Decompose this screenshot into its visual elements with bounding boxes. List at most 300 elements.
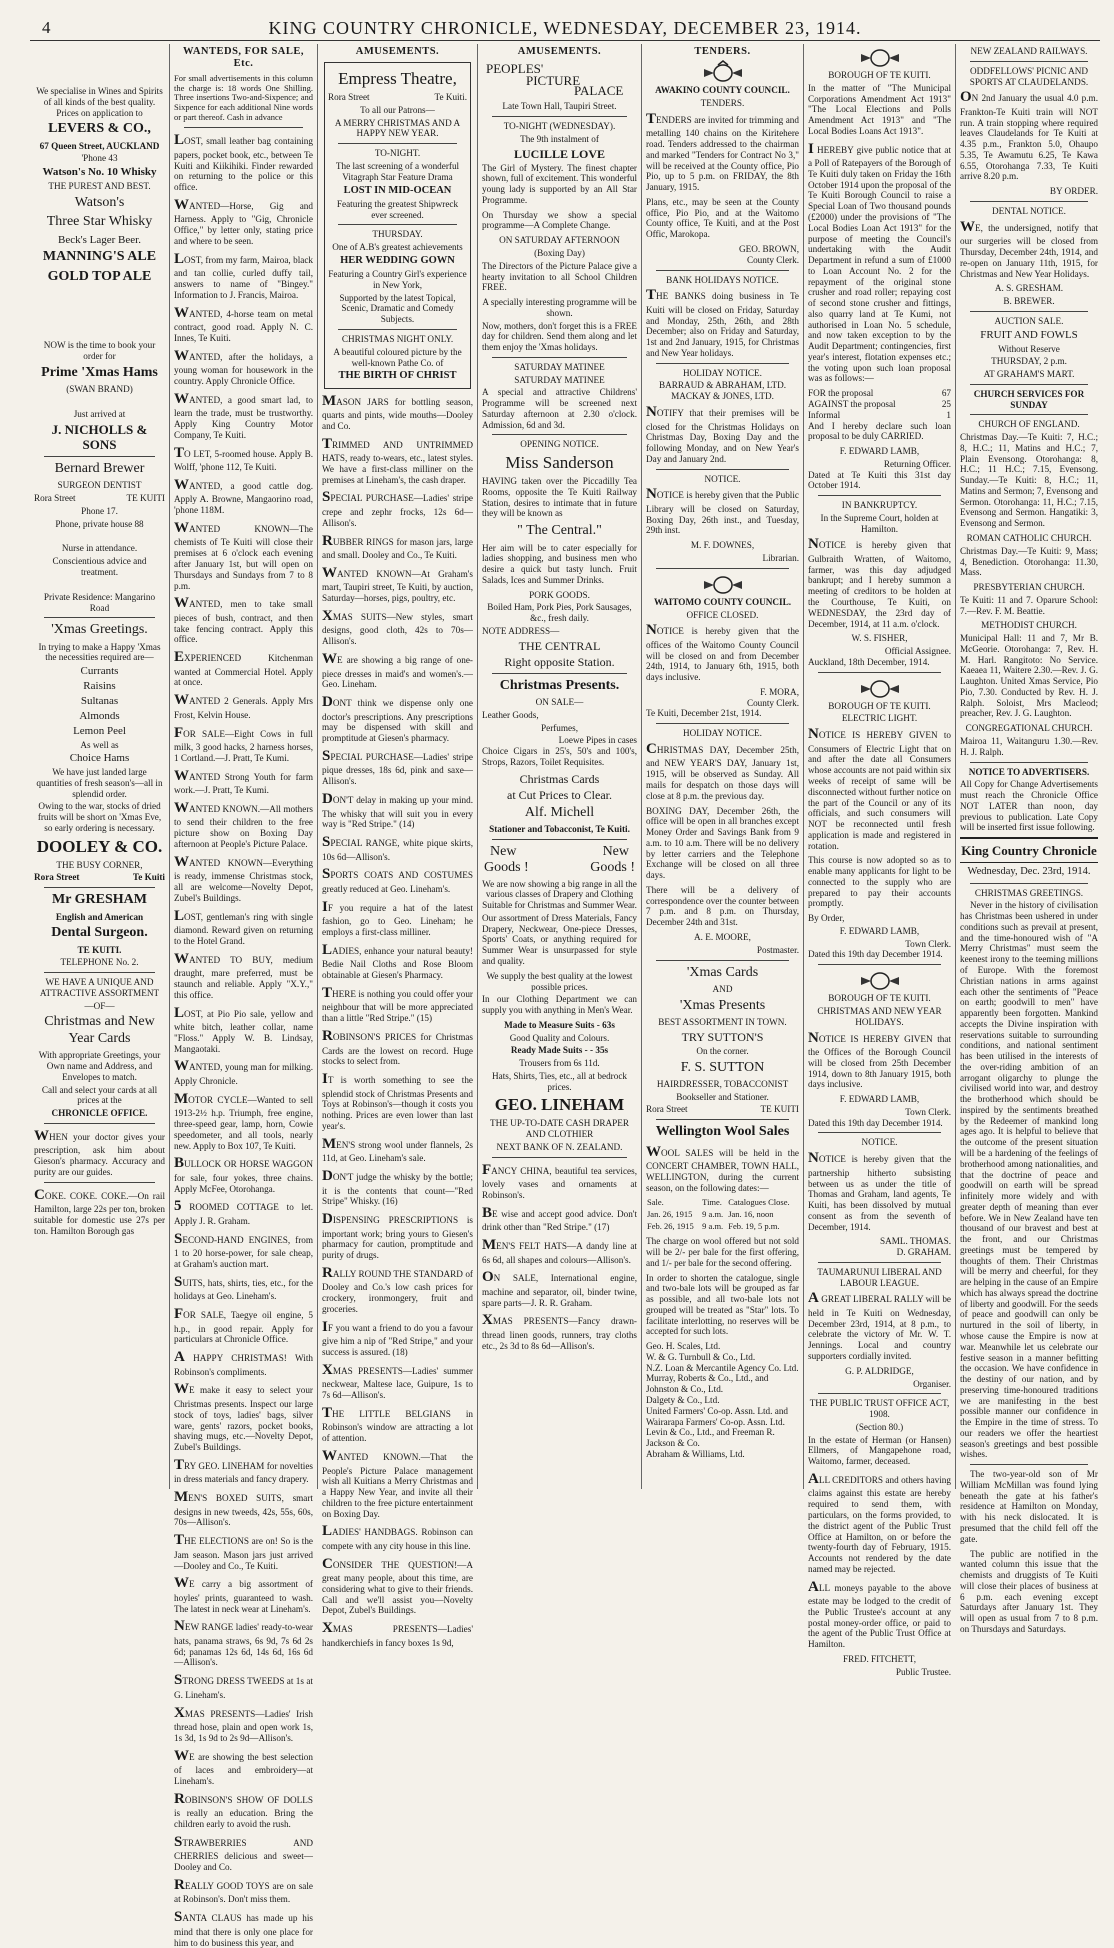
of-label: —OF— [84,1000,115,1011]
xmas-holidays-heading: CHRISTMAS AND NEW YEAR HOLIDAYS. [817,1006,942,1027]
page-number: 4 [42,18,51,37]
classified-ad: THE ELECTIONS are on! So is the Jam season. Mason jars just arrived—Dooley and Co., Te Kuiti. [174,1532,313,1571]
classified-ad: WE carry a big assortment of hoyles' prints, guaranteed to wash. The latest in neck wear at Lineham's. [174,1575,313,1614]
lucille-love: LUCILLE LOVE [513,146,606,161]
levers-intro: We specialise in Wines and Spirits of all kinds of the best quality. Prices on application to [36,86,163,118]
brewer-nurse: Nurse in attendance. [61,543,138,554]
divider [970,1464,1088,1465]
vote-informal-label: Informal [808,409,841,420]
liberal-rally: A GREAT LIBERAL RALLY will be held in Te Kuiti on Wednesday, December 23rd, 1914, at 8 p.m., to celebrate the victory of Mr. W. T. Jennings. Local and country supporters cordially invited. [808,1290,951,1362]
tenders-heading: TENDERS. [694,46,751,57]
postmaster: Postmaster. [756,944,799,955]
trousers: Trousers from 6s 11d. [519,1058,600,1069]
brewer-phone: Phone 17. [81,505,118,516]
item-as-well-as: As well as [80,739,119,750]
item-almonds: Almonds [79,709,120,722]
wool-firm: Murray, Roberts & Co., Ltd., and Johnston & Co., Ltd. [646,1373,769,1395]
classified-ad: WANTED KNOWN—The chemists of Te Kuiti will close their premises at 6 o'clock each evening after January 1st, but will open on Thursdays and Sundays from 7 to 8 p.m. [174,519,313,591]
classified-ad: LOST, gentleman's ring with single diamond. Reward given on returning to the Hotel Grand. [174,907,313,946]
mannings-ale: MANNING'S ALE [42,249,157,265]
classified-ad: SPECIAL PURCHASE—Ladies' stripe crepe and zephr frocks, 12s 6d—Allison's. [322,489,473,528]
table-row [646,1221,799,1233]
divider [492,116,627,117]
thursday: THURSDAY. [372,229,423,240]
classified-ad: LOST, at Pio Pio sale, yellow and white bitch, leather collar, name "Floss." Apply W. B. Lindsay, Mangaotaki. [174,1004,313,1054]
table-cell: Jan. 16, noon [728,1209,774,1220]
dental-notice: DENTAL NOTICE. [992,205,1066,216]
editorial-header [960,837,1098,863]
electric-dated: Dated this 19th day December 1914. [808,949,943,960]
classified-ad: TRY GEO. LINEHAM for novelties in dress materials and fancy drapery. [174,1456,313,1485]
classified-ad: WANTED 2 Generals. Apply Mrs Frost, Kelvin House. [174,692,313,720]
note-address: NOTE ADDRESS— [482,625,560,636]
gresham-telephone: TELEPHONE No. 2. [60,957,139,968]
item-lemon-peel: Lemon Peel [73,724,126,737]
levers-address: 67 Queen Street, AUCKLAND [39,140,160,151]
classified-ad: THE LITTLE BELGIANS in Robinson's window are attracting a lot of attention. [322,1404,473,1444]
classified-ad: NEW RANGE ladies' ready-to-wear hats, panama straws, 6s 9d, 7s 6d 2s 6d; panamas 12s 6d, 14s 6d, 16s 6d—Allison's. [174,1618,313,1668]
watsons-no10: Watson's No. 10 Whisky [42,166,157,179]
the-central-quote: " The Central." [517,523,602,539]
thursday-programme: On Thursday we show a special programme—A Complete Change. [482,209,637,231]
new-word: New [490,843,517,859]
divider [656,270,789,271]
oddfellows-picnic: ODDFELLOWS' PICNIC AND SPORTS AT CLAUDELANDS. [969,65,1089,87]
now-mothers: Now, mothers, don't forget this is a FREE day for children. Send them along and let them enjoy the 'Xmas holidays. [482,320,637,353]
wool-charge: The charge on wool offered but not sold will be 2/- per bale for the first offering, and 1/- per bale for the second offering. [646,1236,799,1268]
wool-firm: W. & G. Turnbull & Co., Ltd. [646,1351,756,1362]
notice-heading: NOTICE. [861,1137,898,1148]
classified-ad: FANCY CHINA, beautiful tea services, lovely vases and ornaments at Robinson's. [482,1161,637,1200]
loan-poll-text: I HEREBY give public notice that at a Poll of Ratepayers of the Borough of Te Kuiti duly taken on Friday the 16th October 1914 upon the proposal of the Te Kuiti Borough Council to raise a Special Loan of Two thousand pounds (£2000) under the provisions of "The Local Bodies Loan Act 1913" for the purpose of meeting the Council's undertaking with the Audit Department in refund a sum of £1000 to Loan Account No. 2 for the repayment of the original stone crusher and road roller; repaying cost of second stone crusher and fittings, also quarry land at Te Kumi, not authorised in Loan No. 5 schedule, and now taken exception to by the Audit Department; contingencies, first year's interest, flotation expenses etc.; the voting upon such loan proposal was as follows:— [808,140,951,384]
thomas-signature: SAML. THOMAS. [879,1236,951,1247]
table-cell: Feb. 26, 1915 [647,1221,694,1232]
on-the-corner: On the corner. [696,1045,749,1056]
brewer-advice: Conscientious advice and treatment. [52,556,147,577]
now-showing: We are now showing a big range in all the various classes of Drapery and Clothing Suitable for Christmas and Summer Wear. [482,878,637,911]
wool-sales-text: WOOL SALES will be held in the CONCERT CHAMBER, TOWN HALL, WELLINGTON, during the current season, on the following dates:— [646,1143,799,1193]
column-4 [478,44,642,1489]
vote-against-row [808,399,951,410]
divider [656,960,789,961]
holiday-notice: HOLIDAY NOTICE. [683,728,762,739]
merry-christmas: A MERRY CHRISTMAS AND A HAPPY NEW YEAR. [334,117,461,139]
tenders-text: TENDERS are invited for trimming and metalling 140 chains on the Kiritehere road. Tenders addressed to the chairman and marked "Tenders for Contract No 3," will be received at the County office, Pio Pio, up to 5 p.m. on FRIDAY, the 8th January, 1915. [646,110,799,193]
wool-firm: Levin & Co., Ltd., and Freeman R. Jackson & Co. [646,1427,775,1449]
dooley-street: Rora Street [34,872,80,883]
classified-ad: DISPENSING PRESCRIPTIONS is important work; bring yours to Giesen's pharmacy for caution, promptitude and purity of drugs. [322,1211,473,1261]
classified-ad: WANTED KNOWN—Everything is ready, immense Christmas stock, all are welcome—Novelty Depot, Zubel's Buildings. [174,853,313,903]
nicholls-sons: J. NICHOLLS & SONS [51,421,148,452]
dental-surgeon: Dental Surgeon. [51,925,148,941]
church-of-england: CHURCH OF ENGLAND. [978,419,1080,430]
moore: A. E. MOORE, [694,931,751,942]
classified-ad: FOR SALE, Taegye oil engine, 5 h.p., in good repair. Apply for particulars at Chronicle Office. [174,1306,313,1345]
methodist: METHODIST CHURCH. [981,620,1077,631]
classified-ad: ROBINSON'S PRICES for Christmas Cards are the lowest on record. Huge stocks to select from. [322,1027,473,1067]
table-cell: Time. [702,1197,722,1208]
saturday-matinee: SATURDAY MATINEE [514,374,605,385]
classified-ad: SPECIAL PURCHASE—Ladies' stripe pique dresses, 18s 6d, pink and saxe—Allison's. [322,747,473,787]
column-5 [642,44,804,1489]
next-bank: NEXT BANK OF N. ZEALAND. [496,1141,623,1152]
dooley-address [34,872,165,883]
just-arrived: Just arrived at [73,408,126,419]
table-cell: Feb. 19, 5 p.m. [728,1221,780,1232]
item-raisins: Raisins [83,680,116,693]
opening-notice: OPENING NOTICE. [520,439,599,450]
notify-text: NOTIFY that their premises will be closed for the Christmas Holidays on Christmas Day, Boxing Day and the following Monday, and on New Year's Day and January 2nd. [646,403,799,464]
delivery-notice: There will be a delivery of correspondence over the counter between 7 p.m. and 8 p.m. on Thursday, December 24th and 31st. [646,884,799,928]
vote-for-row [808,388,951,399]
brewer-town: TE KUITI [126,493,165,504]
classified-ad: BE wise and accept good advice. Don't drink other than "Red Stripe." (17) [482,1204,637,1233]
organiser: Organiser. [913,1378,951,1389]
town-clerk: Town Clerk. [905,938,951,949]
classified-ad: MEN'S strong wool under flannels, 2s 11d, at Geo. Lineham's sale. [322,1135,473,1164]
divider [338,329,457,330]
divider [970,883,1088,884]
brewer-signature: B. BREWER. [1003,296,1055,307]
wanteds-heading: WANTEDS, FOR SALE, Etc. [182,46,305,70]
graham-signature: D. GRAHAM. [896,1247,951,1258]
classified-ad: THERE is nothing you could offer your neighbour that will be more appreciated than a little "Red Stripe." (15) [322,984,473,1024]
cards-call: Call and select your cards at all prices at the [41,1084,158,1106]
stationer-tobacconist: Stationer and Tobacconist, Te Kuiti. [489,824,630,835]
returning-officer: Returning Officer. [883,458,951,469]
column-7 [956,44,1102,1634]
prime-hams: Prime 'Xmas Hams [41,364,158,380]
vote-informal-count: 1 [946,409,951,420]
coat-of-arms-icon [700,573,746,595]
coat-of-arms-icon [857,677,903,699]
divider [818,672,941,673]
divider [44,887,155,888]
coat-of-arms-icon [857,969,903,991]
table-cell: 9 a.m. [702,1209,724,1220]
picnic-train-text: ON 2nd January the usual 4.0 p.m. Frankton-Te Kuiti train will NOT run. A train stopping where required leaves Claudelands for Te Kuiti at 4.35 p.m., Frankton 5.0, Ohaupo 5.35, Te Awamutu 6.25, Te Kawa 6.55, Otorohanga 7.33, Te Kuiti arrive 8.20 p.m. [960,89,1098,182]
empress-town: Te Kuiti. [434,92,467,103]
boxing-day: (Boxing Day) [534,247,585,258]
news-chemists: The public are notified in the wanted column this issue that the chemists and druggists of Te Kuiti will close their places of business at 6 p.m. each evening except Saturdays after January 1st. They will open as usual from 7 to 8 p.m. on Thursdays and Saturdays. [960,1548,1098,1634]
electric-course: This course is now adopted so as to enable many applicants for light to be connected to the supply who are prepared to pay their accounts promptly. [808,855,951,909]
owing-war-text: Owing to the war, stocks of dried fruits will be short on 'Xmas Eve, so early ordering is necessary. [37,801,162,833]
boxing-day-notice: BOXING DAY, December 26th, the office will be open in all branches except Money Order and Savings Bank from 9 a.m. to 10 a.m. There will be no delivery by letter carriers and the Telephone Exchange will be closed on all three days. [646,805,799,881]
best-quality: We supply the best quality at the lowest possible prices. [486,970,633,992]
dental-notice-text: WE, the undersigned, notify that our surgeries will be closed from Thursday, December 24th, 1914, and re-open on January 11th, 1915, for Christmas and New Year Holidays. [960,218,1098,279]
right-opposite-station: Right opposite Station. [504,654,615,669]
brewer-name: Bernard Brewer [54,461,145,477]
gold-top-ale: GOLD TOP ALE [47,268,152,284]
divider [970,201,1088,202]
thursday-time: THURSDAY, 2 p.m. [991,356,1067,367]
column-1 [30,44,170,1489]
classified-ad: DON'T delay in making up your mind. The whisky that will suit you in every way is "Red Stripe." (14) [322,791,473,830]
classified-ad: WE are showing the best selection of laces and embroidery—at Lineham's. [174,1747,313,1786]
loewe-pipes: Loewe Pipes in cases [558,735,637,746]
purest-best: THE PUREST AND BEST. [48,181,151,192]
wool-firm: Geo. H. Scales, Ltd. [646,1341,721,1352]
newspaper-title: KING COUNTRY CHRONICLE, WEDNESDAY, DECEMBER 23, 1914. [268,18,862,38]
levers-phone: 'Phone 43 [81,153,118,164]
without-reserve: Without Reserve [998,343,1060,354]
featuring-country-girl: Featuring a Country Girl's experience in New York, [328,269,467,290]
saturday-matinee: SATURDAY MATINEE [514,361,605,372]
classified-ad: WE are showing a big range of one-piece dresses in maid's and women's.—Geo. Lineham. [322,651,473,690]
new-goods-row-1 [482,844,637,860]
the-central: THE CENTRAL [518,638,601,653]
goods-word: Goods ! [590,860,635,876]
classified-ad: XMAS PRESENTS—Ladies' Irish thread hose, plain and open work 1s, 1s 3d, 1s 9d to 2s 9d—Allison's. [174,1704,313,1743]
classified-ad: XMAS PRESENTS—Fancy drawn-thread linen goods, runners, tray cloths etc., 2s 3d to 8s 6d—Allison's. [482,1312,637,1351]
classified-ad: STRONG DRESS TWEEDS at 1s at G. Lineham's. [174,1672,313,1700]
coat-of-arms-icon [857,46,903,68]
classified-ad: RALLY ROUND THE STANDARD of Dooley and Co.'s low cash prices for crockery, ironmongery, fruit and groceries. [322,1264,473,1314]
divider [492,434,627,435]
peoples-word: PEOPLES' [486,61,544,77]
bank-holidays: BANK HOLIDAYS NOTICE. [666,274,779,285]
official-assignee: Official Assignee. [884,646,951,657]
divider [492,1157,627,1158]
town-clerk: Town Clerk. [905,1106,951,1117]
bankruptcy-text: NOTICE is hereby given that Gulbraith Wratten, of Waitomo, farmer, was this day adjudged bankrupt; and I hereby summon a meeting of creditors to be holden at the Courthouse, Te Kuiti, on WEDNESDAY, the 23rd day of December, 1914, at 11 a.m. o'clock. [808,536,951,629]
county-clerk: County Clerk. [746,697,799,708]
miss-sanderson: Miss Sanderson [505,453,614,473]
f-s-sutton: F. S. SUTTON [680,1059,765,1075]
lamb-signature: F. EDWARD LAMB, [839,925,920,936]
librarian: Librarian. [762,552,799,563]
classified-ad: WANTED TO BUY, medium draught, mare preferred, must be staunch and reliable. Apply "X.Y.," this office. [174,950,313,1000]
partnership-text: NOTICE is hereby given that the partnership hitherto subsisting between us as under the title of Thomas and Graham, land agents, Te Kuiti, has been dissolved by mutual consent as from the seventh of December, 1914. [808,1150,951,1232]
classified-ad: XMAS PRESENTS—Ladies' handkerchiefs in fancy boxes 1s 9d, [322,1620,473,1648]
classified-ad: MEN'S FELT HATS—A dandy line at 6s 6d, all shapes and colours—Allison's. [482,1236,637,1265]
library-notice: NOTICE is hereby given that the Public Library will be closed on Saturday, Boxing Day, 26th inst., and Tuesday, 29th inst. [646,486,799,536]
wellington-wool-sales: Wellington Wool Sales [655,1124,790,1140]
choice-cigars: Choice Cigars in 25's, 50's and 100's, Strops, Razors, Toilet Requisites. [482,746,637,767]
on-sale: ON SALE— [535,697,584,708]
table-cell: Catalogues Close. [728,1197,790,1208]
dated-mora: Te Kuiti, December 21st, 1914. [646,708,762,719]
her-wedding-gown: HER WEDDING GOWN [340,254,455,266]
classified-ad: RUBBER RINGS for mason jars, large and small. Dooley and Co., Te Kuiti. [322,532,473,561]
divider [492,673,627,674]
editorial-greetings: Never in the history of civilisation has Christmas been ushered in under conditions such as prevail at present, and the time-honoured wish of "A Merry Christmas" must seem the keenest irony to the teeming millions of Europe. With the foremost Christian nations in arms against each other the sentiments of "Peace on earth; goodwill to men" have apparently been forgotten. Mankind accepts the Divine inspiration with reservations suitable to surrounding conditions, and national sentiment has been utilised in the interests of the over-riding ambition of an arrogant oligarchy to plunge the civilised world into war, and destroy the brotherhood which should be inspired by the sentiments breathed by the Redeemer of mankind long ages ago. It is helpful to believe that the outcome of the present situation will be a hardening of the feelings of brotherhood among nationalities, and that the doctrine of peace and goodwill on earth will be spread infinitely more widely and with greater depth of meaning than ever before. We in New Zealand have ten thousand of our bravest and best at the front, and our Christmas greetings must be tempered by thoughts of them. Their Christmas will be merry and cheerful, for they are helping in the cause of an Empire which has always spread the doctrine of liberty and goodwill. For the seeds of peace and goodwill can only be nurtured in the soil of liberty, in whose cause the Empire is now at war. Meanwhile let us celebrate our festive season in a manner befitting the occasion. We have confidence in the destiny of our nation, and by preserving time-honoured traditions we are manifesting in the best possible manner our confidence in the Empire in the time of stress. To our readers we offer the heartiest season's greetings and best possible wishes. [960,900,1098,1460]
news-mcmillan: The two-year-old son of Mr William McMillan was found lying beneath the gate at his father's residence at Hamilton on Monday, with his neck dislocated. It is presumed that the child fell off the gate. [960,1469,1098,1544]
lamb-signature: F. EDWARD LAMB, [839,1094,920,1105]
classified-ad: IT is worth something to see the splendid stock of Christmas Presents and Toys at Robinson's—though it costs you nothing. Prices are even lower than last year's. [322,1071,473,1131]
notice-advertisers: NOTICE TO ADVERTISERS. [968,766,1090,777]
wanteds-charge-note: For small advertisements in this column the charge is: 18 words One Shilling. Three insertions Two-and-Sixpence; and Sixpence for each additional Nine words or part thereof. Cash in advance [174,72,313,123]
classified-ad: WANTED, 4-horse team on metal contract, good road. Apply N. C. Innes, Te Kuiti. [174,304,313,343]
classified-ad: LADIES' HANDBAGS. Robinson can compete with any city house in this line. [322,1523,473,1551]
classified-ad: WANTED KNOWN.—All mothers to send their children to the free picture show on Boxing Day afternoon at People's Picture Palace. [174,799,313,850]
office-closed-text: NOTICE is hereby given that the offices of the Waitomo County Council will be closed on and from December 24th, 1914, to January 6th, 1915, both days inclusive. [646,622,799,683]
empress-theatre-ad [324,62,471,388]
roman-catholic: ROMAN CATHOLIC CHURCH. [966,532,1092,543]
sutton-street: Rora Street [646,1104,688,1115]
chronicle-office: CHRONICLE OFFICE. [51,1108,148,1119]
wool-order: In order to shorten the catalogue, single and two-bale lots will be grouped as far as possible, and all two-bale lots not grouped will be treated as "Star" lots. To facilitate interlotting, no reserves will be accepted for such lots. [646,1272,799,1337]
classified-ad: TO LET, 5-roomed house. Apply B. Wolff, 'phone 112, Te Kuiti. [174,444,313,473]
public-trustee: Public Trustee. [895,1666,951,1677]
try-suttons: TRY SUTTON'S [681,1029,764,1044]
divider [656,1119,789,1120]
christmas-greetings-heading: CHRISTMAS GREETINGS. [974,887,1084,898]
electric-light: ELECTRIC LIGHT. [841,713,918,724]
amusements-heading: AMUSEMENTS. [355,46,440,57]
county-clerk: County Clerk. [746,254,799,265]
sutton-address [646,1104,799,1115]
hairdresser: HAIRDRESSER, TOBACCONIST [656,1078,789,1089]
dooley-town: Te Kuiti [132,872,165,883]
aldridge-signature: G. P. ALDRIDGE, [845,1365,914,1376]
peoples-picture-palace-logo [482,61,637,99]
lamb-signature: F. EDWARD LAMB, [839,446,920,457]
divider [656,363,789,364]
office-closed: OFFICE CLOSED. [686,609,759,620]
wool-firm: United Farmers' Co-op. Assn. Ltd. and [646,1405,789,1416]
paper-title: King Country Chronicle [961,843,1097,859]
saturday-afternoon: ON SATURDAY AFTERNOON [499,235,620,246]
classified-ad: BULLOCK OR HORSE WAGGON for sale, four yokes, three chains. Apply McFee, Otorohanga. [174,1155,313,1194]
good-quality: Good Quality and Colours. [509,1032,610,1043]
ready-made: Ready Made Suits - - 35s [510,1045,609,1056]
classified-ad: LOST, small leather bag containing papers, pocket book, etc., between Te Kuiti and Kiikihiki. Finder rewarded on returning to the police or this office. [174,132,313,193]
best-assortment: BEST ASSORTMENT IN TOWN. [658,1017,787,1028]
item-sultanas: Sultanas [80,694,119,707]
christmas-new-year-cards: Christmas and New Year Cards [44,1014,155,1046]
classified-ad: ON SALE, International engine, machine and separator, oil, binder twine, spare parts—J. R. R. Graham. [482,1269,637,1308]
palace-word: PALACE [574,83,624,99]
table-row [646,1209,799,1221]
bookseller: Bookseller and Stationer. [676,1091,769,1102]
classified-ad: IF you want a friend to do you a favour give him a nip of "Red Stripe," and your success is assured. (18) [322,1318,473,1358]
divider [970,384,1088,385]
divider [818,964,941,965]
patrons: To all our Patrons— [360,104,435,115]
borough-heading: BOROUGH OF TE KUITI. [828,700,931,711]
classified-ad: LOST, from my farm, Mairoa, black and tan collie, curled duffy tail, answers to name of "Bingey." Information to J. Francis, Mairoa. [174,250,313,300]
pork-goods: PORK GOODS. [529,589,590,600]
presb-services: Te Kuiti: 11 and 7. Oparure School: 7.—Rev. F. M. Beattie. [960,594,1098,616]
classified-ad: WANTED, men to take small pieces of bush, contract, and then take fencing contract. Apply this office. [174,595,313,645]
fitchett-signature: FRED. FITCHETT, [842,1653,917,1664]
coe-services: Christmas Day.—Te Kuiti: 7, H.C.; 8, H.C.; 11, Matins and H.C.; 7, Plain Evensong. Otorohanga: 8, H.C.; 11 H.C.; 7.15, Evensong. Sunday.—Te Kuiti: 8, H.C.; 11, Matins and Sermon; 7, Evensong and Sermon. Otorohanga: 11, H.C.; 7.15, Evensong and Sermon. Hangatiki: 3, Evensong and Sermon. [960,432,1098,529]
classified-ad: A HAPPY CHRISTMAS! With Robinson's compliments. [174,1349,313,1377]
vote-against-count: 25 [941,398,951,409]
xmas-cards: 'Xmas Cards [686,964,759,980]
christmas-presents: Christmas Presents. [499,677,620,693]
christmas-night: CHRISTMAS NIGHT ONLY. [341,333,454,344]
classified-ad: WANTED KNOWN—At Graham's mart, Taupiri street, Te Kuiti, by auction, Saturday—horses, pigs, poultry, etc. [322,564,473,604]
church-services-heading: CHURCH SERVICES FOR SUNDAY [973,388,1085,410]
table-cell: 9 a.m. [702,1221,724,1232]
featuring-shipwreck: Featuring the greatest Shipwreck ever screened. [336,198,459,220]
borough-heading: BOROUGH OF TE KUITI. [828,993,931,1004]
picture-word: PICTURE [526,73,581,89]
column-6 [804,44,956,1677]
gresham-te-kuiti: TE KUITI. [77,944,122,955]
classified-ad: DONT think we dispense only one doctor's prescriptions. Any prescriptions may be dispensed with skill and promptitude at Giesen's pharmacy. [322,694,473,744]
public-trust-act: THE PUBLIC TRUST OFFICE ACT, 1908. [809,1398,950,1420]
gresham-signature: A. S. GRESHAM. [994,283,1064,294]
dooley-name: DOOLEY & CO. [36,836,163,856]
bankruptcy-heading: IN BANKRUPTCY. [841,500,918,511]
christmas-cards: Christmas Cards [519,771,600,786]
landed-text: We have just landed large quantities of fresh season's—all in splendid order. [36,767,163,799]
wool-sales-table [646,1197,799,1233]
classified-ad: IF you require a hat of the latest fashion, go to Geo. Lineham; he employs a first-class milliner. [322,898,473,938]
empress-address [328,92,467,103]
estate-text: In the estate of Herman (or Hansen) Ellmers, of Mangapehone road, Waitomo, farmer, deceased. [808,1434,951,1467]
and-label: AND [712,983,733,994]
divider [818,1132,941,1133]
busy-corner: THE BUSY CORNER, [56,859,143,870]
divider [818,495,941,496]
vote-for-count: 67 [941,388,951,399]
christmas-day-notice: CHRISTMAS DAY, December 25th, and NEW YEAR'S DAY, January 1st, 1915, will be observed as Sunday. All mails for despatch on those days will close at 8 p.m. the previous day. [646,740,799,801]
divider [970,311,1088,312]
column-2 [170,44,318,1948]
having-taken-over: HAVING taken over the Piccadilly Tea Rooms, opposite the Te Kuiti Railway Station, desires to intimate that in future they will be known as [482,476,637,519]
becks-lager: Beck's Lager Beer. [58,233,141,246]
unique-assortment: WE HAVE A UNIQUE AND ATTRACTIVE ASSORTMENT [39,977,160,998]
fisher-signature: W. S. FISHER, [851,633,908,644]
classified-ad: EXPERIENCED Kitchenman wanted at Commercial Hotel. Apply at once. [174,649,313,688]
brewer-street: Rora Street [34,493,76,504]
classified-ad: SPECIAL RANGE, white pique skirts, 10s 6d—Allison's. [322,834,473,862]
item-currants: Currants [80,665,119,678]
borough-heading: BOROUGH OF TE KUITI. [828,70,931,80]
mora: F. MORA, [760,686,799,697]
paper-date: Wednesday, Dec. 23rd, 1914. [967,866,1091,878]
supreme-court: In the Supreme Court, holden at Hamilton. [820,512,939,534]
divider [44,1123,155,1124]
geo-lineham: GEO. LINEHAM [494,1095,625,1115]
sutton-town: TE KUITI [760,1104,799,1115]
item-choice-hams: Choice Hams [69,752,130,765]
made-to-measure: Made to Measure Suits - 63s [504,1019,615,1030]
table-cell: Sale. [647,1197,664,1208]
english-american: English and American [55,911,144,922]
holiday-notice: HOLIDAY NOTICE. [683,367,762,378]
clothing-department: In our Clothing Department we can supply you with anything in Men's Wear. [482,994,637,1016]
classified-ad: TRIMMED AND UNTRIMMED HATS, ready to-wears, etc., latest styles. We have a first-class milliner on the premises at Lineham's, the cash draper. [322,435,473,485]
divider [44,617,155,618]
classified-ad: WANTED, after the holidays, a young woman for housework in the country. Apply Chronicle Office. [174,347,313,386]
when-doctor-ad: WHEN your doctor gives your prescription, ask him about Gieson's pharmacy. Accuracy and purity are our guides. [34,1127,165,1177]
geo-brown: GEO. BROWN, [739,244,799,255]
divider [656,723,789,724]
classified-ad: SUITS, hats, shirts, ties, etc., for the holidays at Geo. Lineham's. [174,1273,313,1302]
new-goods-row-2 [482,860,637,876]
alf-michell: Alf. Michell [524,804,595,820]
classified-ad: CONSIDER THE QUESTION!—A great many people, about this time, are considering what to give to their friends. Call and we'll assist you—Novelty Depot, Zubel's Buildings. [322,1555,473,1616]
moneys-text: ALL moneys payable to the above estate may be lodged to the credit of the Public Trustee's account at any postal money-order office, or paid to the agent of the Public Trust Office at Hamilton. [808,1578,951,1650]
coke-ad: COKE. COKE. COKE.—On rail Hamilton, large 22s per ton, broken suitable for domestic use 27s per ton. Hamilton Borough gas [34,1186,165,1236]
bankruptcy-dated: Auckland, 18th December, 1914. [808,656,930,667]
table-cell: Jan. 26, 1915 [647,1209,693,1220]
three-star-whisky: Three Star Whisky [46,214,153,230]
special-programme: A specially interesting programme will be shown. [482,297,637,318]
lost-in-mid-ocean: LOST IN MID-OCEAN [343,184,452,196]
one-of-achievements: One of A.B's greatest achievements [332,242,463,253]
section-80: (Section 80.) [855,1421,904,1432]
classified-ad: MEN'S BOXED SUITS, smart designs in new tweeds, 42s, 55s, 60s, 70s—Allison's. [174,1489,313,1528]
hats-shirts: Hats, Shirts, Ties, etc., all at bedrock prices. [492,1070,627,1092]
vote-for-label: FOR the proposal [808,388,874,399]
girl-of-mystery: The Girl of Mystery. The finest chapter shown, full of excitement. This wonderful young lady is supported by an All Star Programme. [482,162,637,205]
